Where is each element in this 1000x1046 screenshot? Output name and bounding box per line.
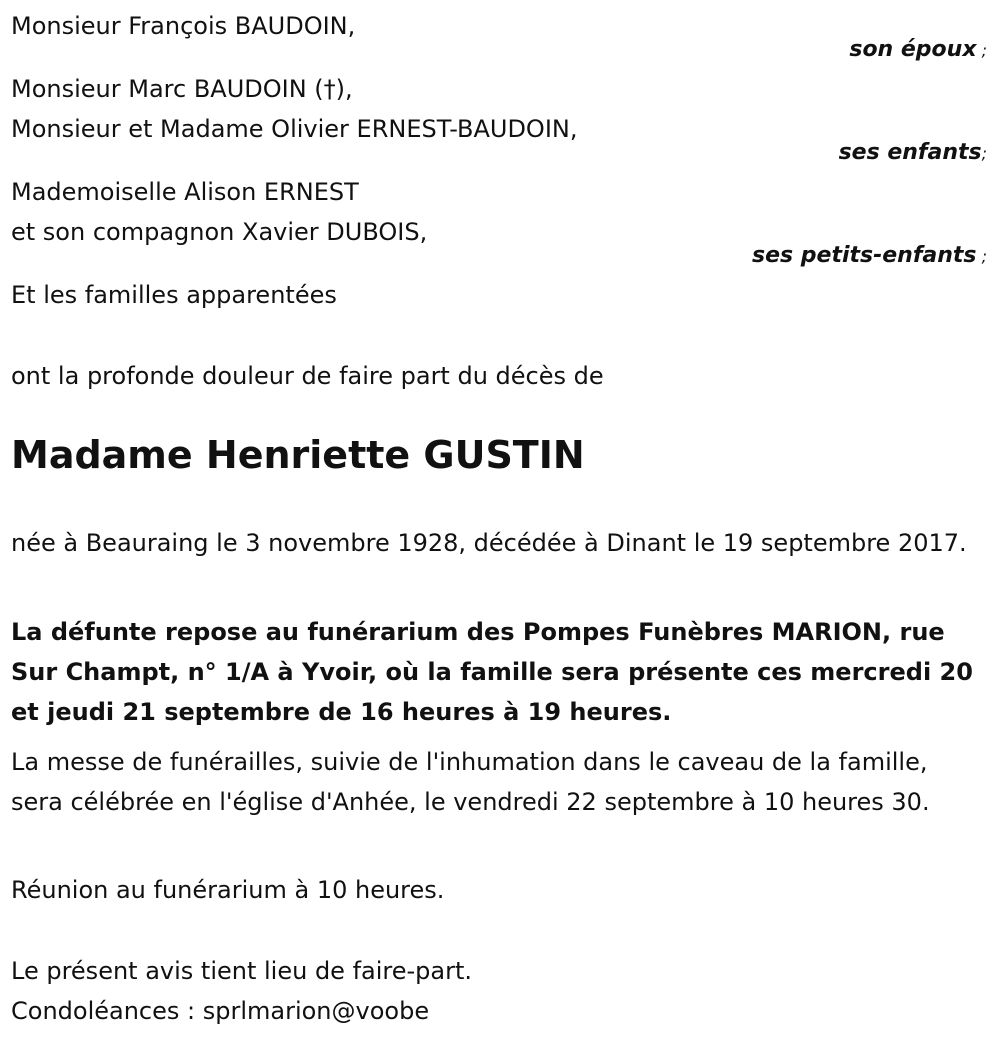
funeral-paragraph: La messe de funérailles, suivie de l'inhumation dans le caveau de la famille, sera célébrée en l'église d'Anhée, le vendredi 22 septembre à 10 heures 30.	[11, 748, 930, 816]
grandchildren-role-text: ses petits-enfants	[752, 243, 977, 268]
child-1-name: Monsieur Marc BAUDOIN (†),	[11, 75, 353, 103]
relatives-line: Et les familles apparentées	[11, 281, 337, 309]
grandchildren-role-separator: ;	[976, 247, 987, 266]
grandchild-1-name: Mademoiselle Alison ERNEST	[11, 178, 359, 206]
condolences-line: Condoléances : sprlmarion@voobe	[11, 997, 430, 1025]
children-role	[839, 138, 987, 169]
notice-line: Le présent avis tient lieu de faire-part.	[11, 957, 473, 985]
children-role-separator: ;	[981, 144, 987, 163]
spouse-role-separator: ;	[976, 41, 987, 60]
grandchild-2-name: et son compagnon Xavier DUBOIS,	[11, 218, 428, 246]
deceased-name: Madame Henriette GUSTIN	[11, 433, 585, 477]
child-2-name: Monsieur et Madame Olivier ERNEST-BAUDOIN,	[11, 115, 578, 143]
birth-death-paragraph: née à Beauraing le 3 novembre 1928, décédée à Dinant le 19 septembre 2017.	[11, 529, 967, 557]
grandchildren-role	[752, 241, 987, 272]
meeting-line: Réunion au funérarium à 10 heures.	[11, 876, 445, 904]
obituary-notice	[11, 0, 991, 1046]
intro-line: ont la profonde douleur de faire part du décès de	[11, 362, 604, 390]
children-role-text: ses enfants	[838, 140, 982, 165]
spouse-role	[849, 35, 987, 66]
viewing-paragraph: La défunte repose au funérarium des Pompes Funèbres MARION, rue Sur Champt, n° 1/A à Yvoir, où la famille sera présente ces mercredi 20 et jeudi 21 septembre de 16 heures à 19 heures.	[11, 618, 973, 726]
spouse-role-text: son époux	[849, 37, 977, 62]
spouse-name: Monsieur François BAUDOIN,	[11, 12, 356, 40]
